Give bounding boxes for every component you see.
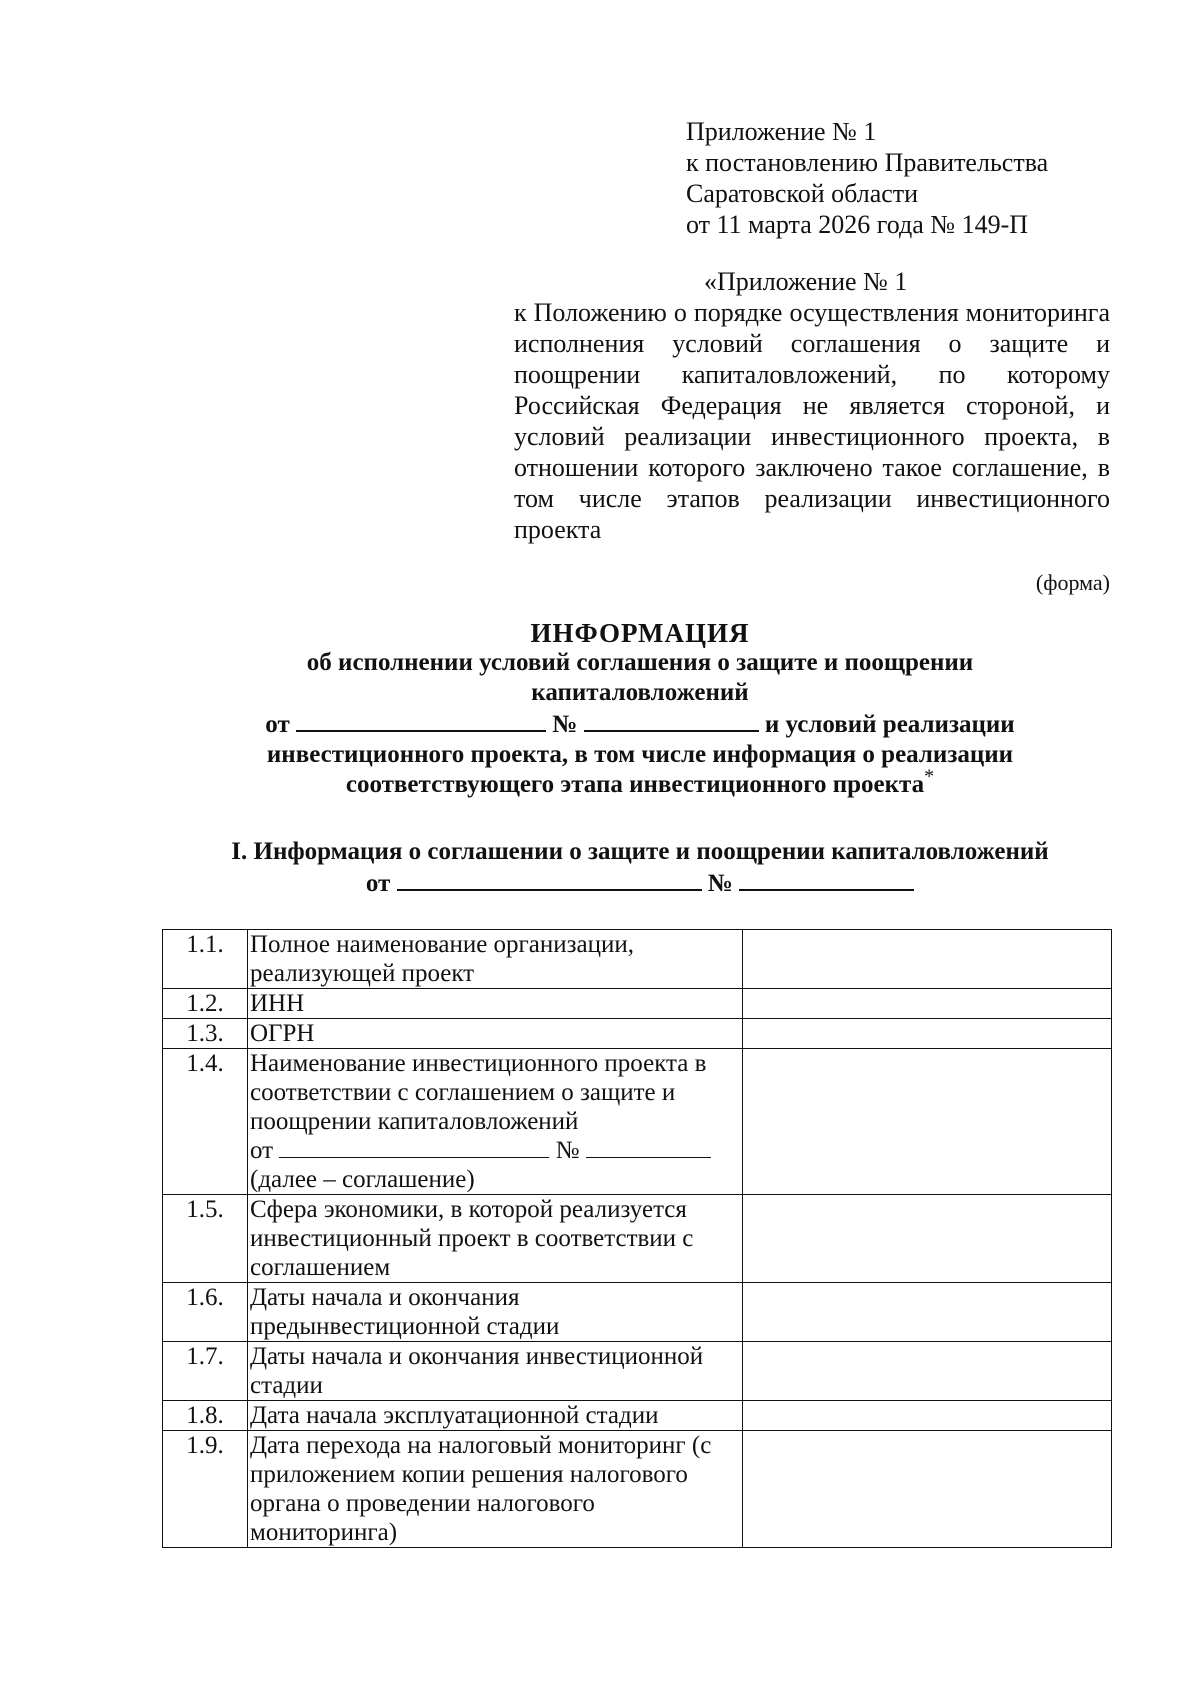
row-label-text: (далее – соглашение): [250, 1166, 475, 1193]
row-number: 1.6.: [163, 1283, 248, 1342]
info-table: [162, 929, 1112, 1548]
number-blank: [586, 1137, 711, 1158]
annex-text: к Положению о порядке осуществления мониторинга исполнения условий соглашения о защите и поощрении капиталовложений, по которому Российская Федерация не является стороной, и условий реализации инвестиционного проекта, в отношении которого заключено такое соглашение, в том числе этапов реализации инвестиционного проекта: [514, 298, 1110, 544]
row-label: Даты начала и окончания инвестиционной стадии: [248, 1342, 743, 1401]
row-value-cell[interactable]: [743, 1431, 1112, 1548]
row-label: Полное наименование организации, реализующей проект: [248, 930, 743, 989]
from-label: от: [365, 870, 391, 897]
row-value-cell[interactable]: [743, 1401, 1112, 1431]
table-row: [163, 1195, 1112, 1283]
row-value-cell[interactable]: [743, 1049, 1112, 1195]
row-label: ИНН: [248, 989, 743, 1019]
table-row: [163, 1401, 1112, 1431]
header-line: от 11 марта 2026 года № 149-П: [686, 210, 1029, 239]
title-line: инвестиционного проекта, в том числе информация о реализации: [266, 741, 1014, 768]
title-line: об исполнении условий соглашения о защите и поощрении: [306, 649, 974, 676]
date-blank: [296, 708, 546, 732]
annex-header: [514, 266, 1110, 545]
row-label: Даты начала и окончания предынвестиционной стадии: [248, 1283, 743, 1342]
row-number: 1.9.: [163, 1431, 248, 1548]
row-number: 1.8.: [163, 1401, 248, 1431]
title-line-with-blanks: [160, 708, 1120, 740]
table-row: [163, 1049, 1112, 1195]
row-number: 1.7.: [163, 1342, 248, 1401]
title-main: ИНФОРМАЦИЯ: [530, 618, 750, 648]
date-blank: [397, 867, 702, 891]
title-line-text: соответствующего этапа инвестиционного проекта: [345, 771, 925, 798]
from-label: от: [250, 1137, 274, 1164]
row-label-text: Наименование инвестиционного проекта в соответствии с соглашением о защите и поощрении капиталовложений: [250, 1050, 707, 1135]
table-row: [163, 989, 1112, 1019]
row-number: 1.3.: [163, 1019, 248, 1049]
number-sign: №: [555, 1137, 580, 1164]
number-blank: [584, 708, 759, 732]
row-value-cell[interactable]: [743, 1019, 1112, 1049]
row-label: [248, 1049, 743, 1195]
section-1-title: [150, 836, 1130, 899]
table-row: [163, 1431, 1112, 1548]
table-row: [163, 1342, 1112, 1401]
title-line: [160, 765, 1120, 800]
section-heading: I. Информация о соглашении о защите и поощрении капиталовложений: [231, 838, 1049, 865]
table-row: [163, 930, 1112, 989]
section-blanks-line: [150, 867, 1130, 899]
footnote-mark: *: [924, 765, 935, 788]
row-value-cell[interactable]: [743, 1283, 1112, 1342]
row-label: ОГРН: [248, 1019, 743, 1049]
row-number: 1.4.: [163, 1049, 248, 1195]
title-line-tail: и условий реализации: [764, 711, 1015, 738]
header-line: Приложение № 1: [686, 117, 877, 146]
number-blank: [739, 867, 914, 891]
header-line: Саратовской области: [686, 179, 919, 208]
row-number: 1.1.: [163, 930, 248, 989]
annex-title: «Приложение № 1: [704, 267, 908, 296]
document-title: [160, 618, 1120, 800]
row-value-cell[interactable]: [743, 1342, 1112, 1401]
title-line: капиталовложений: [531, 679, 749, 706]
header-line: к постановлению Правительства: [686, 148, 1049, 177]
number-sign: №: [552, 711, 578, 738]
table-row: [163, 1283, 1112, 1342]
number-sign: №: [707, 870, 733, 897]
row-value-cell[interactable]: [743, 930, 1112, 989]
row-number: 1.5.: [163, 1195, 248, 1283]
row-value-cell[interactable]: [743, 989, 1112, 1019]
row-label: Дата начала эксплуатационной стадии: [248, 1401, 743, 1431]
row-label: Сфера экономики, в которой реализуется инвестиционный проект в соответствии с соглашением: [248, 1195, 743, 1283]
date-blank: [279, 1137, 549, 1158]
from-label: от: [265, 711, 290, 738]
approval-header: [686, 116, 1106, 240]
row-label: Дата перехода на налоговый мониторинг (с приложением копии решения налогового органа о проведении налогового мониторинга): [248, 1431, 743, 1548]
form-mark: (форма): [1035, 570, 1110, 595]
row-value-cell[interactable]: [743, 1195, 1112, 1283]
row-number: 1.2.: [163, 989, 248, 1019]
table-row: [163, 1019, 1112, 1049]
